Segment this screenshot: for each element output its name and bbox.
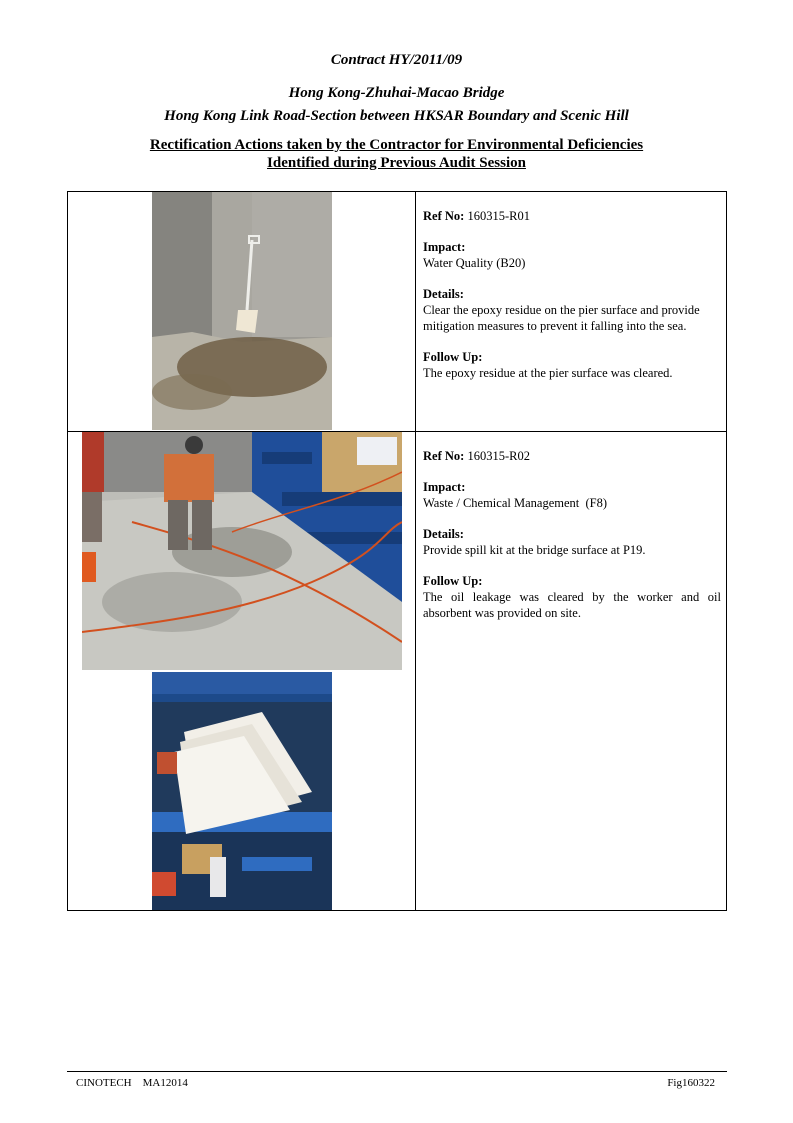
record-1-details [423, 286, 721, 334]
details-label: Details: [423, 287, 464, 301]
footer-company [76, 1077, 188, 1089]
rectification-table [67, 191, 727, 911]
impact-label: Impact: [423, 240, 466, 254]
impact-value: Water Quality (B20) [423, 256, 526, 270]
details-value: Provide spill kit at the bridge surface at P19. [423, 543, 646, 557]
record-2-details [423, 526, 721, 558]
record-2-follow-up [423, 573, 721, 621]
impact-value: Waste / Chemical Management (F8) [423, 496, 608, 510]
ref-label: Ref No: [423, 209, 465, 223]
oil-leakage-photo [82, 432, 402, 670]
follow-up-label: Follow Up: [423, 350, 483, 364]
project-title: Hong Kong-Zhuhai-Macao Bridge [288, 85, 505, 101]
details-value: Clear the epoxy residue on the pier surface and provide mitigation measures to prevent it falling into the sea. [423, 303, 700, 333]
record-1-follow-up [423, 349, 721, 381]
record-1-impact [423, 239, 721, 271]
column-divider [415, 192, 416, 910]
record-1-text [423, 208, 721, 396]
record-2-impact [423, 479, 721, 511]
impact-label: Impact: [423, 480, 466, 494]
report-title-line2: Identified during Previous Audit Session [267, 155, 526, 171]
ref-label: Ref No: [423, 449, 465, 463]
ref-number: 160315-R01 [467, 209, 530, 223]
company-name: CINOTECH [76, 1077, 132, 1089]
record-2-text [423, 448, 721, 636]
follow-up-label: Follow Up: [423, 574, 483, 588]
document-code: MA12014 [142, 1077, 188, 1089]
follow-up-value: The epoxy residue at the pier surface was cleared. [423, 366, 673, 380]
follow-up-value: The oil leakage was cleared by the worker and oil absorbent was provided on site. [423, 590, 721, 620]
oil-absorbent-photo [152, 672, 332, 910]
project-subtitle: Hong Kong Link Road-Section between HKSAR Boundary and Scenic Hill [164, 108, 629, 124]
figure-number: Fig160322 [667, 1077, 715, 1089]
record-1-ref [423, 208, 721, 224]
contract-number: Contract HY/2011/09 [330, 52, 463, 68]
record-2-ref [423, 448, 721, 464]
ref-number: 160315-R02 [467, 449, 530, 463]
pier-epoxy-photo [152, 192, 332, 430]
report-title-line1: Rectification Actions taken by the Contractor for Environmental Deficiencies [149, 137, 644, 153]
details-label: Details: [423, 527, 464, 541]
footer-divider [67, 1071, 727, 1072]
